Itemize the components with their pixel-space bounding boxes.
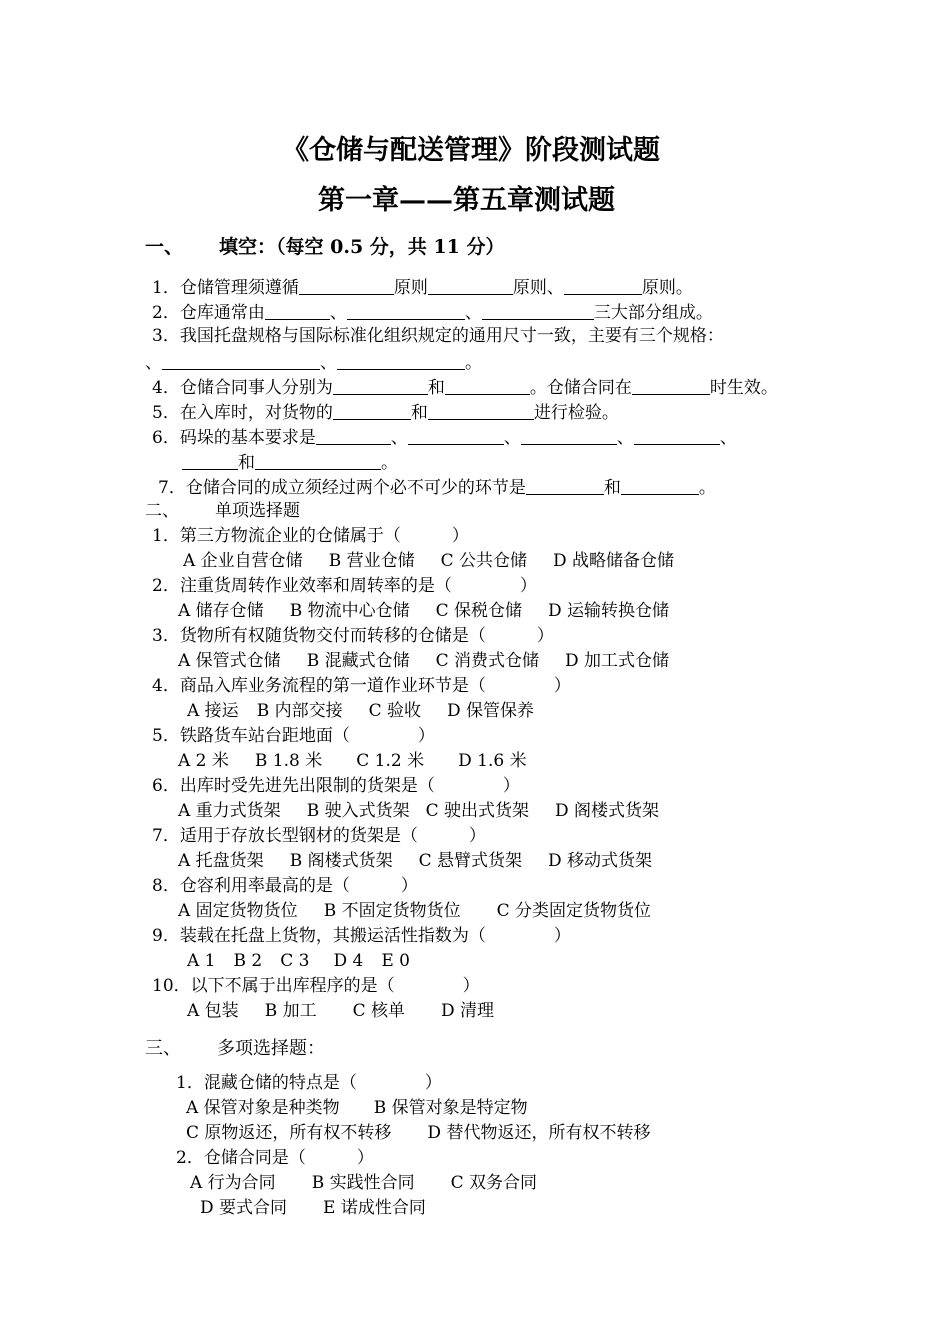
answer-blank bbox=[299, 278, 394, 295]
answer-blank bbox=[621, 478, 699, 495]
single-choice-question: 6．出库时受先进先出限制的货架是（ ） bbox=[152, 776, 520, 796]
option: B 加工 bbox=[264, 1001, 317, 1021]
answer-blank bbox=[428, 403, 534, 420]
option: B 保管对象是特定物 bbox=[373, 1098, 528, 1118]
fill-question-7: 7．仓储合同的成立须经过两个必不可少的环节是 和 。 bbox=[158, 478, 716, 498]
option: A 保管对象是种类物 bbox=[186, 1098, 340, 1118]
answer-blank bbox=[526, 478, 604, 495]
section-title: 填空：（每空 0.5 分，共 11 分） bbox=[219, 236, 505, 258]
single-choice-question: 8．仓容利用率最高的是（ ） bbox=[152, 876, 418, 896]
answer-blank bbox=[337, 353, 465, 370]
single-choice-question: 4．商品入库业务流程的第一道作业环节是（ ） bbox=[152, 676, 571, 696]
option: D 战略储备仓储 bbox=[553, 551, 675, 571]
option: B 内部交接 bbox=[256, 701, 343, 721]
page-title: 《仓储与配送管理》阶段测试题 bbox=[282, 135, 660, 166]
option: C 双务合同 bbox=[450, 1173, 538, 1193]
fill-question-5: 5．在入库时，对货物的 和 进行检验。 bbox=[152, 403, 619, 423]
option: C 1.2 米 bbox=[356, 751, 425, 771]
fill-question-6-cont: 和 。 bbox=[182, 453, 398, 472]
option: D 要式合同 bbox=[200, 1198, 288, 1218]
option: A 接运 bbox=[187, 701, 239, 721]
option: E 0 bbox=[381, 951, 410, 971]
option: C 分类固定货物货位 bbox=[496, 901, 652, 921]
fill-question-6: 6．码垛的基本要求是 、 、 、 、 bbox=[152, 428, 737, 448]
single-choice-question: 3．货物所有权随货物交付而转移的仓储是（ ） bbox=[152, 626, 554, 646]
answer-blank bbox=[333, 378, 428, 395]
option: A 包装 bbox=[187, 1001, 239, 1021]
option: C 驶出式货架 bbox=[425, 801, 530, 821]
fill-question-3-cont: 、 、 。 bbox=[145, 353, 482, 373]
single-choice-question: 9．装载在托盘上货物，其搬运活性指数为（ ） bbox=[152, 926, 571, 946]
section-number: 三、 bbox=[145, 1038, 181, 1059]
answer-blank bbox=[445, 378, 530, 395]
single-choice-options bbox=[183, 553, 674, 570]
option: A 重力式货架 bbox=[178, 801, 281, 821]
option: B 1.8 米 bbox=[254, 751, 323, 771]
fill-question-2: 2．仓库通常由 、 、 三大部分组成。 bbox=[152, 303, 713, 323]
multi-choice-options bbox=[200, 1200, 426, 1217]
option: A 行为合同 bbox=[190, 1173, 276, 1193]
answer-blank bbox=[182, 453, 238, 470]
option: C 悬臂式货架 bbox=[418, 851, 523, 871]
single-choice-question: 5．铁路货车站台距地面（ ） bbox=[152, 726, 435, 746]
answer-blank bbox=[347, 303, 465, 320]
single-choice-options bbox=[178, 903, 651, 920]
single-choice-options bbox=[178, 653, 669, 670]
single-choice-options bbox=[187, 953, 410, 970]
option: B 营业仓储 bbox=[328, 551, 415, 571]
option: E 诺成性合同 bbox=[323, 1198, 426, 1218]
option: C 消费式仓储 bbox=[435, 651, 540, 671]
option: A 企业自营仓储 bbox=[183, 551, 303, 571]
section-title: 多项选择题： bbox=[217, 1038, 325, 1059]
option: D 运输转换仓储 bbox=[548, 601, 670, 621]
option: B 阁楼式货架 bbox=[289, 851, 393, 871]
option: A 1 bbox=[187, 951, 216, 971]
answer-blank bbox=[428, 278, 513, 295]
option: A 储存仓储 bbox=[178, 601, 264, 621]
option: C 原物返还，所有权不转移 bbox=[186, 1123, 392, 1143]
option: B 混藏式仓储 bbox=[306, 651, 410, 671]
page-subtitle: 第一章——第五章测试题 bbox=[318, 185, 615, 216]
single-choice-question: 2．注重货周转作业效率和周转率的是（ ） bbox=[152, 576, 537, 596]
answer-blank bbox=[521, 428, 617, 445]
option: D 加工式仓储 bbox=[565, 651, 670, 671]
option: C 公共仓储 bbox=[440, 551, 528, 571]
section-number: 二、 bbox=[145, 501, 179, 521]
single-choice-question: 7．适用于存放长型钢材的货架是（ ） bbox=[152, 826, 486, 846]
answer-blank bbox=[255, 453, 381, 470]
option: B 2 bbox=[233, 951, 263, 971]
section-3-heading bbox=[145, 1040, 325, 1058]
answer-blank bbox=[564, 278, 642, 295]
answer-blank bbox=[632, 378, 710, 395]
option: A 2 米 bbox=[178, 751, 229, 771]
fill-question-1: 1．仓储管理须遵循 原则 原则、 原则。 bbox=[152, 278, 693, 298]
option: D 替代物返还，所有权不转移 bbox=[427, 1123, 651, 1143]
option: C 3 bbox=[280, 951, 310, 971]
multi-choice-question: 2．仓储合同是（ ） bbox=[176, 1148, 374, 1168]
option: D 保管保养 bbox=[447, 701, 535, 721]
option: D 移动式货架 bbox=[548, 851, 653, 871]
option: A 托盘货架 bbox=[178, 851, 264, 871]
single-choice-options bbox=[187, 703, 534, 720]
multi-choice-question: 1．混藏仓储的特点是（ ） bbox=[176, 1073, 442, 1093]
option: D 阁楼式货架 bbox=[555, 801, 660, 821]
single-choice-options bbox=[178, 603, 669, 620]
fill-question-4: 4．仓储合同事人分别为 和 。仓储合同在 时生效。 bbox=[152, 378, 778, 398]
section-number: 一、 bbox=[145, 236, 184, 258]
option: D 1.6 米 bbox=[458, 751, 527, 771]
option: A 固定货物货位 bbox=[178, 901, 298, 921]
section-title: 单项选择题 bbox=[215, 501, 300, 521]
answer-blank bbox=[162, 353, 320, 370]
answer-blank bbox=[408, 428, 504, 445]
section-2-heading bbox=[145, 503, 300, 520]
fill-question-3: 3．我国托盘规格与国际标准化组织规定的通用尺寸一致，主要有三个规格： bbox=[152, 326, 724, 346]
single-choice-options bbox=[187, 1003, 494, 1020]
single-choice-options bbox=[178, 753, 527, 770]
answer-blank bbox=[634, 428, 720, 445]
option: C 核单 bbox=[352, 1001, 406, 1021]
multi-choice-options bbox=[190, 1175, 537, 1192]
single-choice-options bbox=[178, 803, 659, 820]
option: B 实践性合同 bbox=[311, 1173, 415, 1193]
single-choice-options bbox=[178, 853, 652, 870]
option: C 验收 bbox=[368, 701, 422, 721]
option: A 保管式仓储 bbox=[178, 651, 281, 671]
section-1-heading bbox=[145, 238, 504, 257]
option: B 物流中心仓储 bbox=[289, 601, 410, 621]
answer-blank bbox=[316, 428, 391, 445]
single-choice-question: 1．第三方物流企业的仓储属于（ ） bbox=[152, 526, 469, 546]
multi-choice-options bbox=[186, 1100, 528, 1117]
answer-blank bbox=[482, 303, 594, 320]
option: C 保税仓储 bbox=[435, 601, 523, 621]
option: B 驶入式货架 bbox=[306, 801, 410, 821]
option: B 不固定货物货位 bbox=[323, 901, 461, 921]
multi-choice-options bbox=[186, 1125, 650, 1142]
option: D 4 bbox=[333, 951, 364, 971]
answer-blank bbox=[265, 303, 330, 320]
single-choice-question: 10．以下不属于出库程序的是（ ） bbox=[152, 976, 480, 996]
option: D 清理 bbox=[441, 1001, 495, 1021]
answer-blank bbox=[333, 403, 411, 420]
